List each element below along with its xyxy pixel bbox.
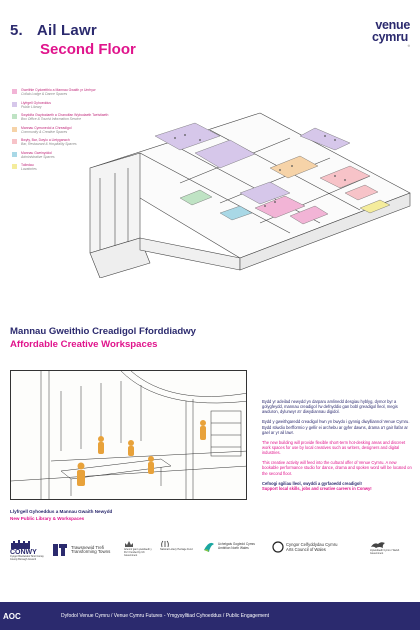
- legend-swatch: [12, 89, 17, 94]
- uk-government-text: Ariennir gan Lywodraeth y DU / Funded by UK Government: [124, 548, 152, 557]
- logo-mark: ®: [407, 44, 410, 48]
- welsh-government-text: Llywodraeth Cymru / Welsh Government: [370, 549, 400, 555]
- library-sketch-illustration: [10, 370, 247, 500]
- uk-government-logo: [124, 540, 154, 557]
- legend-swatch: [12, 164, 17, 169]
- ambition-north-wales-logo: [202, 540, 255, 554]
- title-welsh: [10, 22, 136, 39]
- floor-plan-drawing: [60, 98, 420, 278]
- legend-label-welsh: Bwyty, Bar, Dwylo a Lletygarwch: [21, 138, 70, 142]
- footer-aoc-logo: AOC: [3, 611, 21, 621]
- conwy-logo-subtext: Cyngor Bwrdeistref Sirol Conwy County Borough Council: [10, 555, 44, 561]
- conwy-logo: [10, 538, 50, 561]
- lottery-fingers-icon: [160, 540, 170, 548]
- legend-swatch: [12, 127, 17, 132]
- title-english: Second Floor: [40, 41, 136, 58]
- transforming-towns-welsh: Trawsnewid Trefi: [71, 544, 105, 550]
- legend-item: [12, 88, 132, 96]
- section-number: 5.: [10, 22, 23, 39]
- heritage-fund-text: National Lottery Heritage Fund: [160, 548, 193, 551]
- tagline-welsh: Cefnogi sgiliau lleol, swyddi a gyrfaoedd creadigol!: [262, 480, 362, 486]
- legend-label: [21, 163, 37, 171]
- legend-label-welsh: Toiledau: [21, 163, 34, 167]
- sketch-caption-welsh: Llyfrgell Gyhoeddus a Mannau Gwaith Newydd: [10, 509, 113, 514]
- conwy-logo-text: CONWY: [10, 549, 37, 556]
- workspaces-description: [262, 399, 412, 496]
- paragraph-welsh-1: Bydd yr adeilad newydd yn darparu amlinedd desgiau hyblyg, dymor byr a golygfeydd, mannau creadigol i'w defnyddio gan bobl greadigol lleol, megis awduron, dylunwyr a'r diwydiannau digidol.: [262, 399, 398, 415]
- paragraph-welsh-2: Bydd y gweithgaredd creadigol hwn yn bwydo i gynnig diwylliannol Venue Cymru. Bydd stiwdio berfformio y gellir ei archebu ar gyfer dawns, drama a'r gair llafar ar gael ar yr ail lawr.: [262, 419, 410, 435]
- workspaces-heading-english: Affordable Creative Workspaces: [10, 339, 158, 350]
- workspaces-heading: [10, 326, 196, 350]
- tagline-english: Support local skills, jobs and creative careers in Conwy!: [262, 485, 372, 491]
- transforming-towns-icon: [52, 542, 68, 558]
- crown-icon: [124, 540, 134, 548]
- title-welsh-text: Ail Lawr: [36, 22, 97, 39]
- arts-council-wales-logo: [272, 541, 337, 553]
- arts-council-welsh: Cyngor Celfyddydau Cymru: [286, 542, 338, 547]
- legend-label-welsh: Mannau Gweinyddol: [21, 150, 52, 155]
- transforming-towns-logo: [52, 542, 110, 558]
- legend-label-welsh: Mannau Cymunedol a Chreadigol: [21, 125, 72, 130]
- legend-label: [21, 151, 55, 159]
- legend-label-english: Bar, Restaurant & Hospitality Spaces: [21, 142, 77, 146]
- paragraph-english-1: The new building will provide flexible short-term hot-desking areas and discreet work spaces for use by local creatives such as writers, designers and digital industries.: [262, 439, 406, 456]
- footer-bar: [0, 602, 420, 630]
- arts-council-english: Arts Council of Wales: [286, 547, 326, 552]
- welsh-government-logo: [370, 540, 410, 555]
- legend-label-english: Box Office & Tourist Information Service: [21, 117, 81, 121]
- legend-label: [21, 101, 51, 109]
- legend-label-welsh: Gweithle Cydweithio a Mannau Gwaith yr Unrhyw: [21, 88, 96, 92]
- legend-label-welsh: Llyfrgell Gyhoeddus: [21, 100, 51, 105]
- legend-swatch: [12, 152, 17, 157]
- logo-line-1: venue: [375, 18, 410, 32]
- heritage-fund-logo: [160, 540, 196, 551]
- footer-text: Dyfodol Venue Cymru / Venue Cymru Futures - Ymgysylltiad Cyhoeddus / Public Engagement: [61, 613, 270, 619]
- venue-cymru-logo: [350, 18, 410, 48]
- workspaces-heading-welsh: Mannau Gweithio Creadigol Fforddiadwy: [10, 326, 197, 337]
- logo-line-2: cymru: [371, 30, 408, 44]
- legend-label-english: Lavatories: [21, 167, 37, 171]
- ambition-welsh: Uchelgais Gogledd Cymru: [218, 542, 256, 547]
- legend-label-english: Public Library: [21, 104, 42, 109]
- sketch-caption-english: New Public Library & Workspaces: [10, 516, 85, 521]
- partner-logos: [0, 536, 420, 574]
- legend-label-english: Collab Lodge & Dance Spaces: [21, 92, 68, 96]
- transforming-towns-english: Transforming Towns: [71, 549, 111, 554]
- ambition-swirl-icon: [202, 540, 216, 554]
- legend-label-welsh: Swyddfa Gwybodaeth a Chanolfan Wybodaeth Twristiaeth: [21, 113, 109, 117]
- welsh-dragon-icon: [370, 540, 386, 549]
- page-title: [10, 22, 136, 58]
- legend-label-english: Community & Creative Spaces: [21, 129, 68, 134]
- paragraph-english-2: This creative activity will feed into the cultural offer of Venue Cymru. A new bookable performance studio for dance, drama and spoken word will be located on the second floor.: [262, 460, 412, 476]
- library-sketch-drawing: [11, 371, 247, 500]
- legend-swatch: [12, 114, 17, 119]
- axonometric-floor-plan: [60, 98, 420, 278]
- ambition-english: Ambition North Wales: [218, 546, 249, 550]
- legend-label: [21, 88, 95, 96]
- legend-label-english: Administrative Spaces: [21, 154, 55, 159]
- legend-swatch: [12, 102, 17, 107]
- arts-council-circle-icon: [272, 541, 284, 553]
- legend-swatch: [12, 139, 17, 144]
